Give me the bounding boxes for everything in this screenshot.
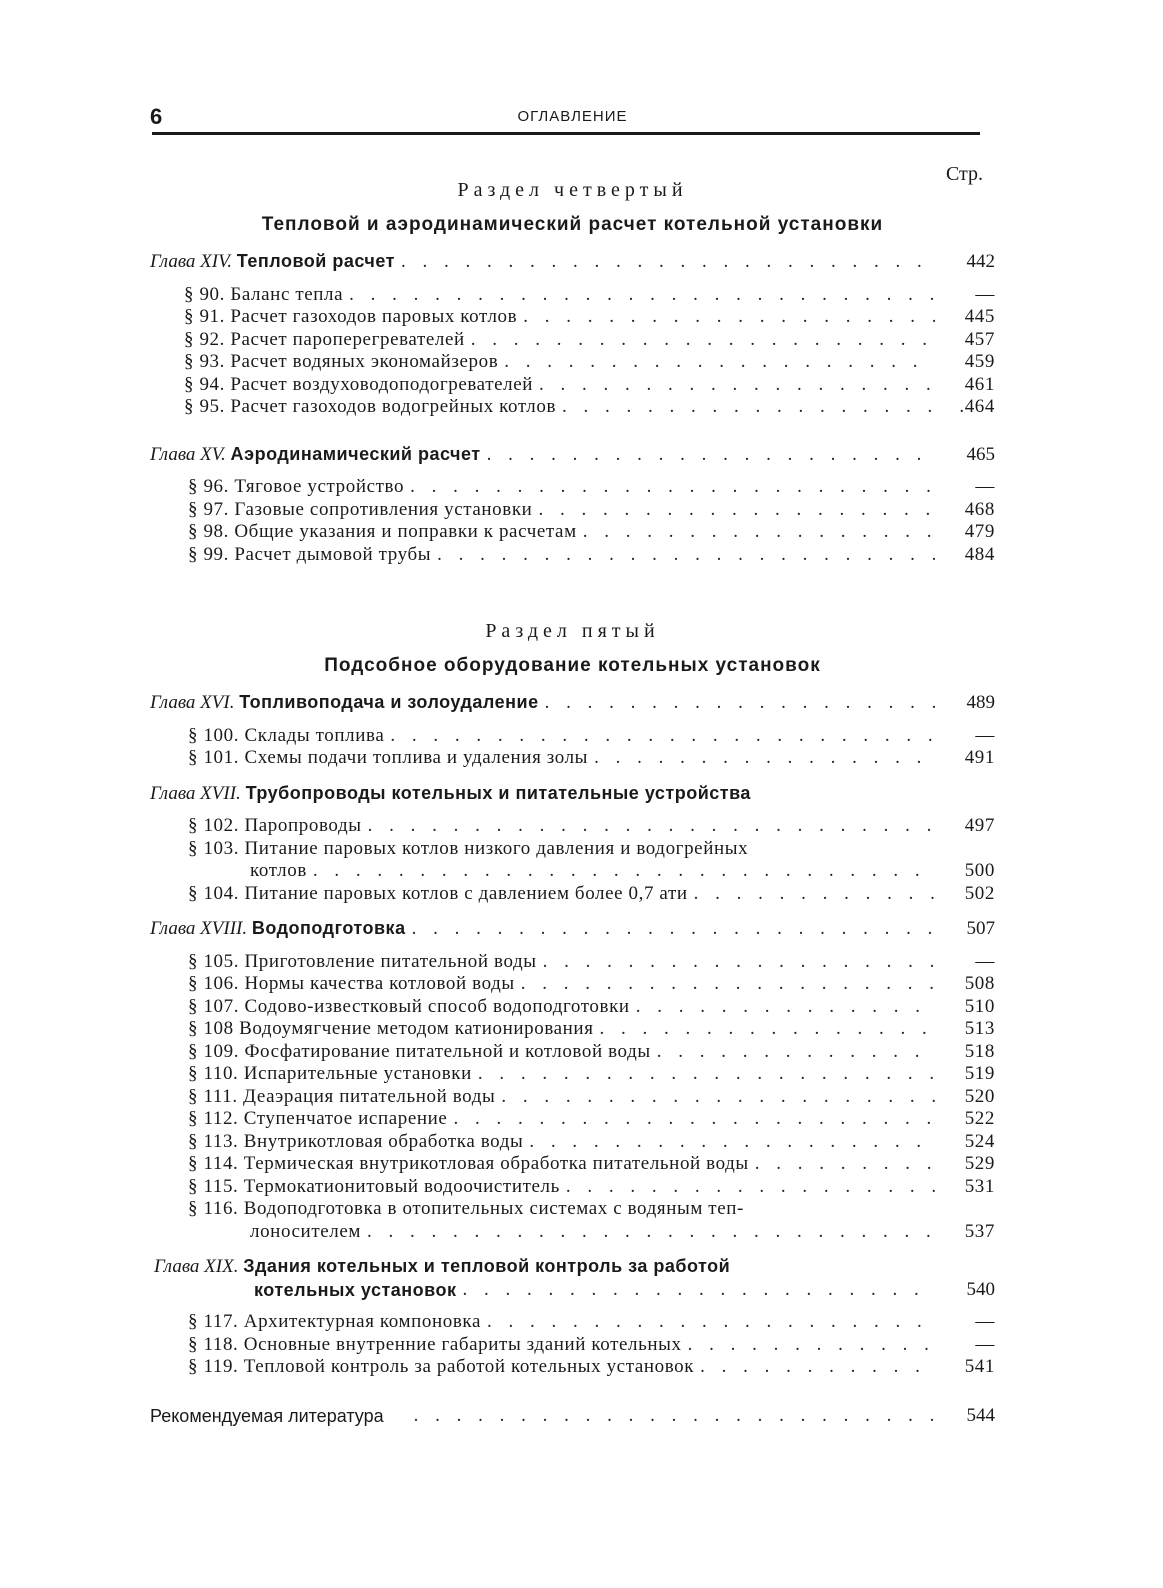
item-title: § 97. Газовые сопротивления установки — [188, 498, 533, 520]
running-title: ОГЛАВЛЕНИЕ — [517, 108, 628, 125]
toc-item[interactable] — [150, 1108, 995, 1131]
dot-leader — [562, 396, 935, 419]
toc-chapter[interactable] — [150, 443, 995, 467]
toc-item[interactable] — [150, 725, 995, 748]
toc-item[interactable] — [150, 996, 995, 1019]
page-ref: 465 — [966, 443, 995, 465]
toc-literature[interactable] — [150, 1405, 995, 1428]
dot-leader — [410, 476, 935, 499]
chapter-number: Глава XVIII. — [150, 918, 248, 939]
toc-item[interactable] — [150, 951, 995, 974]
item-title: § 99. Расчет дымовой трубы — [188, 543, 432, 565]
page-ref: 518 — [964, 1040, 995, 1062]
toc-item-continuation[interactable] — [150, 860, 995, 883]
item-title: § 106. Нормы качества котловой воды — [188, 973, 515, 994]
section-title: Тепловой и аэродинамический расчет котельной установки — [261, 214, 884, 235]
toc-item[interactable] — [150, 1176, 995, 1199]
dot-leader — [694, 883, 935, 906]
page-ref: 524 — [964, 1130, 995, 1152]
toc-item[interactable] — [150, 396, 995, 419]
toc-item[interactable] — [150, 1153, 995, 1176]
dot-leader — [478, 1063, 935, 1086]
item-title: § 98. Общие указания и поправки к расчетам — [188, 521, 577, 542]
page-number: 6 — [150, 104, 163, 129]
page-ref: 537 — [964, 1220, 995, 1242]
page-ref: 529 — [964, 1153, 995, 1174]
page-ref: 468 — [964, 498, 995, 520]
item-title: § 104. Питание паровых котлов с давлением более 0,7 ати — [188, 882, 688, 904]
dot-leader — [594, 747, 935, 770]
dot-leader — [538, 499, 935, 522]
item-title-cont: котлов — [250, 860, 307, 881]
toc-chapter[interactable] — [150, 691, 995, 715]
toc-item[interactable] — [150, 1086, 995, 1109]
toc-item[interactable] — [150, 1018, 995, 1041]
item-title: § 111. Деаэрация питательной воды — [188, 1085, 496, 1107]
dot-leader — [700, 1356, 935, 1379]
toc-item[interactable] — [150, 374, 995, 397]
item-title: § 93. Расчет водяных экономайзеров — [184, 351, 499, 372]
item-title: § 117. Архитектурная компоновка — [188, 1311, 482, 1332]
dot-leader — [688, 1334, 935, 1357]
chapter-title: Трубопроводы котельных и питательные устройства — [245, 782, 751, 803]
dot-leader — [401, 251, 935, 274]
toc-item[interactable] — [150, 1131, 995, 1154]
chapter-number: Глава XVI. — [150, 692, 235, 713]
page-ref: 479 — [964, 521, 995, 542]
item-title: § 110. Испарительные установки — [188, 1063, 472, 1084]
item-title: § 119. Тепловой контроль за работой котельных установок — [188, 1356, 695, 1377]
item-title: § 112. Ступенчатое испарение — [188, 1108, 448, 1129]
item-title: § 109. Фосфатирование питательной и котловой воды — [188, 1040, 651, 1062]
chapter-title: Топливоподача и золоудаление — [239, 692, 539, 712]
page-ref: 502 — [964, 882, 995, 904]
dot-leader — [463, 1279, 936, 1302]
running-head — [150, 100, 995, 130]
dot-leader — [600, 1018, 935, 1041]
toc-item[interactable] — [150, 1041, 995, 1064]
toc-item[interactable] — [150, 544, 995, 567]
toc-item[interactable] — [150, 329, 995, 352]
section-title: Подсобное оборудование котельных установок — [324, 655, 821, 676]
page-ref: 445 — [964, 306, 995, 327]
section-label: Раздел пятый — [485, 620, 660, 642]
item-title: § 101. Схемы подачи топлива и удаления золы — [188, 747, 589, 768]
page-column-label: Стр. — [945, 163, 983, 185]
dot-leader — [583, 521, 935, 544]
page-ref: 519 — [964, 1063, 995, 1084]
dot-leader — [521, 973, 935, 996]
chapter-number: Глава XIX. — [154, 1256, 239, 1277]
page-ref: 544 — [966, 1404, 995, 1426]
item-title: § 91. Расчет газоходов паровых котлов — [184, 306, 518, 327]
chapter-title: Тепловой расчет — [236, 251, 395, 271]
chapter-title: Здания котельных и тепловой контроль за работой — [243, 1256, 731, 1276]
page-ref: 442 — [966, 251, 995, 272]
page-ref: 461 — [964, 373, 995, 395]
toc-item[interactable] — [150, 1063, 995, 1086]
toc-chapter[interactable] — [150, 782, 995, 806]
dot-leader — [543, 951, 935, 974]
dot-leader — [313, 860, 935, 883]
page-ref: 459 — [964, 351, 995, 372]
dot-leader — [636, 996, 935, 1019]
item-title: § 94. Расчет воздуховодоподогревателей — [184, 373, 534, 395]
chapter-number: Глава XV. — [150, 443, 226, 465]
dot-leader — [523, 306, 935, 329]
toc-item[interactable] — [150, 351, 995, 374]
item-title: § 118. Основные внутренние габариты зданий котельных — [188, 1333, 682, 1355]
toc-item[interactable] — [150, 1334, 995, 1357]
page-ref: — — [975, 724, 995, 746]
toc-chapter[interactable] — [150, 1255, 995, 1301]
item-title: § 113. Внутрикотловая обработка воды — [188, 1130, 524, 1152]
item-title: § 105. Приготовление питательной воды — [188, 950, 537, 972]
page-ref: — — [975, 1333, 995, 1355]
dot-leader — [453, 1108, 935, 1131]
dot-leader — [755, 1153, 935, 1176]
page-ref: 497 — [964, 815, 995, 836]
page-ref: — — [975, 1311, 995, 1332]
item-title: § 95. Расчет газоходов водогрейных котлов — [184, 396, 557, 417]
dot-leader — [504, 351, 935, 374]
dot-leader — [368, 815, 935, 838]
page-ref: — — [975, 950, 995, 972]
chapter-title: Водоподготовка — [251, 918, 406, 938]
item-title: § 92. Расчет пароперегревателей — [184, 328, 465, 350]
toc-item[interactable] — [150, 284, 995, 307]
dot-leader — [437, 544, 935, 567]
toc-item[interactable] — [150, 973, 995, 996]
toc-item[interactable] — [150, 1311, 995, 1334]
literature-title: Рекомендуемая литература — [150, 1405, 384, 1426]
item-title: § 114. Термическая внутрикотловая обработка питательной воды — [188, 1153, 749, 1174]
dot-leader — [545, 692, 935, 715]
page-ref: .464 — [959, 396, 995, 417]
toc-page — [150, 100, 995, 1427]
dot-leader — [487, 1311, 935, 1334]
dot-leader — [367, 1221, 935, 1244]
toc-chapter[interactable] — [150, 250, 995, 274]
page-ref: 500 — [964, 860, 995, 881]
dot-leader — [471, 329, 935, 352]
chapter-number: Глава XVII. — [150, 782, 241, 804]
page-ref: 491 — [964, 747, 995, 768]
section-label: Раздел четвертый — [457, 179, 688, 201]
page-ref: 513 — [964, 1018, 995, 1039]
item-title-cont: лоносителем — [250, 1220, 361, 1242]
dot-leader — [487, 444, 935, 467]
page-ref: 540 — [966, 1278, 995, 1300]
dot-leader — [566, 1176, 935, 1199]
toc-item[interactable] — [150, 747, 995, 770]
chapter-number: Глава XIV. — [150, 251, 233, 272]
toc-item[interactable] — [150, 815, 995, 838]
dot-leader — [390, 725, 935, 748]
page-ref: 457 — [964, 328, 995, 350]
toc-item[interactable] — [150, 521, 995, 544]
toc-item[interactable] — [150, 883, 995, 906]
chapter-title-cont: котельных установок — [254, 1279, 457, 1300]
page-ref: 484 — [964, 543, 995, 565]
page-ref: 520 — [964, 1085, 995, 1107]
toc-item[interactable] — [150, 499, 995, 522]
item-title: § 90. Баланс тепла — [184, 283, 344, 305]
dot-leader — [539, 374, 935, 397]
item-title: § 96. Тяговое устройство — [188, 476, 405, 497]
toc-item[interactable] — [150, 306, 995, 329]
toc-item[interactable] — [150, 476, 995, 499]
dot-leader — [414, 1405, 935, 1428]
chapter-title: Аэродинамический расчет — [230, 443, 481, 464]
page-ref: 489 — [966, 692, 995, 713]
dot-leader — [529, 1131, 935, 1154]
toc-item-first-line[interactable]: § 103. Питание паровых котлов низкого давления и водогрейных — [188, 837, 749, 859]
item-title: § 102. Паропроводы — [188, 815, 362, 836]
page-ref: 522 — [964, 1108, 995, 1129]
dot-leader — [657, 1041, 935, 1064]
dot-leader — [501, 1086, 935, 1109]
page-ref: 507 — [966, 918, 995, 939]
toc-item-first-line[interactable]: § 116. Водоподготовка в отопительных системах с водяным теп- — [188, 1198, 744, 1219]
item-title: § 108 Водоумягчение методом катионирования — [188, 1018, 594, 1039]
page-ref: 508 — [964, 973, 995, 994]
page-ref: — — [975, 476, 995, 497]
dot-leader — [412, 918, 935, 941]
page-ref: 531 — [964, 1175, 995, 1197]
header-rule — [152, 132, 980, 135]
page-ref: 510 — [964, 995, 995, 1017]
toc-chapter[interactable] — [150, 917, 995, 941]
item-title: § 107. Содово-известковый способ водоподготовки — [188, 995, 630, 1017]
page-ref: 541 — [964, 1356, 995, 1377]
toc-item-continuation[interactable] — [150, 1221, 995, 1244]
item-title: § 115. Термокатионитовый водоочиститель — [188, 1175, 560, 1197]
item-title: § 100. Склады топлива — [188, 724, 385, 746]
toc-item[interactable] — [150, 1356, 995, 1379]
page-ref: — — [975, 283, 995, 305]
dot-leader — [349, 284, 935, 307]
